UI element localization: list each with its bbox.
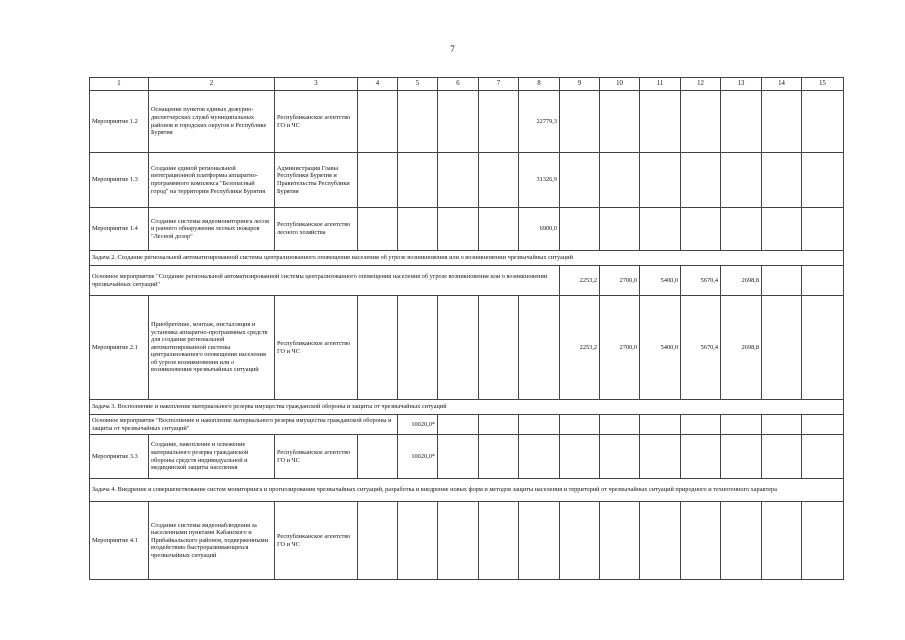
table-row-measure-1-3 [90,153,844,208]
empty-cell [721,435,762,479]
table-row-measure-2-1 [90,296,844,400]
table-row-task-2 [90,251,844,266]
empty-cell [802,435,844,479]
header-cell: 6 [438,78,479,91]
empty-cell [398,502,438,580]
empty-cell [479,435,519,479]
measure-executor: Республиканское агентство ГО и ЧС [275,91,358,153]
measure-name: Создание единой региональной интеграционной платформы аппаратно-программного комплекса "Безопасный город" на территории Республики Бурятия [149,153,275,208]
value-cell: 2253,2 [560,296,600,400]
empty-cell [358,435,398,479]
empty-cell [721,208,762,251]
empty-cell [398,296,438,400]
empty-cell [479,502,519,580]
value-cell: 2253,2 [560,266,600,296]
value-cell: 31326,9 [519,153,560,208]
task-heading: Задача 2. Создание региональной автоматизированной системы централизованного оповещения населения об угрозе возникновения или о возникновении чрезвычайных ситуаций [90,251,844,266]
header-cell: 14 [762,78,802,91]
empty-cell [802,91,844,153]
table-row-measure-1-4 [90,208,844,251]
table-row-main-measure-2 [90,266,844,296]
empty-cell [681,502,721,580]
task-heading: Задача 3. Восполнение и накопление материального резерва имущества гражданской обороны и защиты от чрезвычайных ситуаций [90,400,844,415]
empty-cell [802,415,844,435]
empty-cell [762,208,802,251]
header-cell: 15 [802,78,844,91]
table-header-row [90,78,844,91]
page-number: 7 [450,44,455,54]
empty-cell [640,435,681,479]
value-cell: 2698,8 [721,266,762,296]
value-cell: 5400,0 [640,266,681,296]
header-cell: 8 [519,78,560,91]
table-row-task-4 [90,479,844,502]
header-cell: 9 [560,78,600,91]
value-cell: 5670,4 [681,266,721,296]
value-cell: 2700,0 [600,266,640,296]
empty-cell [560,415,600,435]
measure-executor: Республиканское агентство ГО и ЧС [275,296,358,400]
empty-cell [802,208,844,251]
empty-cell [398,153,438,208]
empty-cell [681,91,721,153]
empty-cell [438,91,479,153]
empty-cell [358,91,398,153]
empty-cell [479,296,519,400]
empty-cell [721,502,762,580]
table-row-measure-4-1 [90,502,844,580]
header-cell: 2 [149,78,275,91]
empty-cell [438,435,479,479]
empty-cell [802,153,844,208]
table-row-task-3 [90,400,844,415]
measure-executor: Республиканское агентство ГО и ЧС [275,435,358,479]
measure-name: Создание системы видеонаблюдения за населенными пунктами Кабанского и Прибайкальского районов, подверженными воздействию быстроразвивающихся чрезвычайных ситуаций [149,502,275,580]
header-cell: 10 [600,78,640,91]
empty-cell [802,266,844,296]
empty-cell [762,415,802,435]
empty-cell [358,502,398,580]
measure-code: Мероприятие 2.1 [90,296,149,400]
empty-cell [681,153,721,208]
value-cell: 10020,0* [398,415,438,435]
empty-cell [438,296,479,400]
empty-cell [721,91,762,153]
empty-cell [560,208,600,251]
empty-cell [600,435,640,479]
measure-code: Мероприятие 3.3 [90,435,149,479]
empty-cell [600,502,640,580]
empty-cell [519,435,560,479]
measure-executor: Республиканское агентство ГО и ЧС [275,502,358,580]
value-cell: 6900,0 [519,208,560,251]
main-measure-name: Основное мероприятие "Создание региональной автоматизированной системы централизованного оповещения населения об угрозе возникновения или о возникновении чрезвычайных ситуаций" [90,266,560,296]
header-cell: 3 [275,78,358,91]
value-cell: 5400,0 [640,296,681,400]
empty-cell [640,208,681,251]
empty-cell [479,153,519,208]
empty-cell [600,208,640,251]
empty-cell [600,415,640,435]
header-cell: 1 [90,78,149,91]
value-cell: 2698,8 [721,296,762,400]
measure-code: Мероприятие 1.2 [90,91,149,153]
empty-cell [640,91,681,153]
program-measures-table [89,77,844,580]
empty-cell [519,502,560,580]
empty-cell [358,153,398,208]
value-cell: 10020,0* [398,435,438,479]
header-cell: 4 [358,78,398,91]
empty-cell [560,502,600,580]
empty-cell [762,91,802,153]
empty-cell [398,91,438,153]
table-row-main-measure-3 [90,415,844,435]
empty-cell [358,296,398,400]
header-cell: 13 [721,78,762,91]
empty-cell [600,153,640,208]
empty-cell [721,415,762,435]
task-heading: Задача 4. Внедрение и совершенствование систем мониторинга и прогнозирования чрезвычайных ситуаций, разработка и внедрение новых форм и методов защиты населения и территорий от чрезвычайных ситуаций природного и техногенного характера [90,479,844,502]
value-cell: 5670,4 [681,296,721,400]
empty-cell [519,296,560,400]
empty-cell [762,266,802,296]
measure-code: Мероприятие 1.3 [90,153,149,208]
empty-cell [681,435,721,479]
table-row-measure-1-2 [90,91,844,153]
empty-cell [438,208,479,251]
table-row-measure-3-3 [90,435,844,479]
measure-code: Мероприятие 1.4 [90,208,149,251]
measure-code: Мероприятие 4.1 [90,502,149,580]
empty-cell [358,208,398,251]
empty-cell [640,153,681,208]
empty-cell [802,296,844,400]
value-cell: 22779,3 [519,91,560,153]
empty-cell [438,153,479,208]
empty-cell [560,435,600,479]
empty-cell [762,435,802,479]
empty-cell [640,415,681,435]
measure-name: Создание, накопление и освежение материального резерва гражданской обороны средств индивидуальной и медицинской защиты населения [149,435,275,479]
empty-cell [762,296,802,400]
empty-cell [721,153,762,208]
empty-cell [560,91,600,153]
header-cell: 11 [640,78,681,91]
header-cell: 12 [681,78,721,91]
main-measure-name: Основное мероприятие "Восполнение и накопление материального резерва имущества гражданской обороны и защиты от чрезвычайных ситуаций" [90,415,398,435]
empty-cell [600,91,640,153]
header-cell: 7 [479,78,519,91]
empty-cell [479,208,519,251]
empty-cell [762,502,802,580]
empty-cell [762,153,802,208]
empty-cell [681,415,721,435]
measure-name: Создание системы видеомониторинга лесов и раннего обнаружения лесных пожаров "Лесной дозор" [149,208,275,251]
measure-name: Приобретение, монтаж, инсталляция и установка аппаратно-программных средств для создания региональной автоматизированной системы централизованного оповещения населения об угрозе возникновения или о возникновении чрезвычайных ситуаций [149,296,275,400]
measure-name: Оснащение пунктов единых дежурно-диспетчерских служб муниципальных районов и городских округов в Республике Бурятия [149,91,275,153]
measure-executor: Администрация Главы Республики Бурятия и Правительства Республики Бурятия [275,153,358,208]
empty-cell [640,502,681,580]
empty-cell [438,415,479,435]
empty-cell [438,502,479,580]
empty-cell [519,415,560,435]
empty-cell [398,208,438,251]
empty-cell [479,415,519,435]
header-cell: 5 [398,78,438,91]
measure-executor: Республиканское агентство лесного хозяйства [275,208,358,251]
empty-cell [681,208,721,251]
empty-cell [560,153,600,208]
value-cell: 2700,0 [600,296,640,400]
empty-cell [802,502,844,580]
empty-cell [479,91,519,153]
